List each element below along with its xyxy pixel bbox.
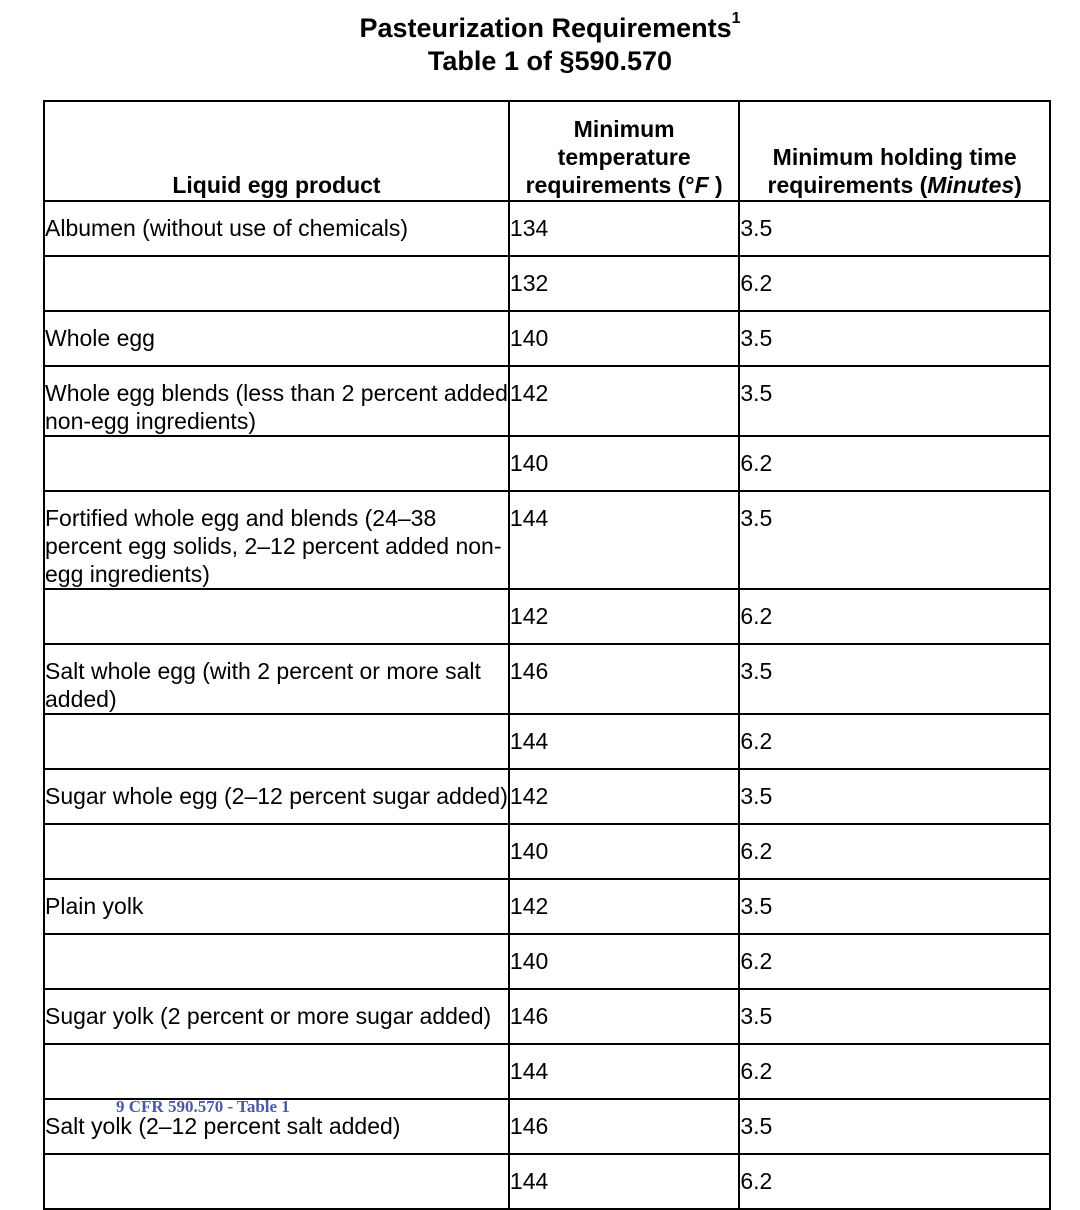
- cell-holding-time: 6.2: [739, 256, 1050, 311]
- cell-product: Salt yolk (2–12 percent salt added): [44, 1099, 509, 1154]
- cell-product: Fortified whole egg and blends (24–38 percent egg solids, 2–12 percent added non-egg ingredients): [44, 491, 509, 589]
- table-row: [44, 256, 1050, 311]
- cell-temperature: 144: [509, 1154, 739, 1209]
- cell-temperature: 142: [509, 769, 739, 824]
- cell-temperature: 146: [509, 644, 739, 714]
- table-body: [44, 201, 1050, 1209]
- cell-holding-time: 6.2: [739, 934, 1050, 989]
- cell-holding-time: 6.2: [739, 1154, 1050, 1209]
- cell-product: Sugar yolk (2 percent or more sugar added): [44, 989, 509, 1044]
- cell-product: Whole egg blends (less than 2 percent added non-egg ingredients): [44, 366, 509, 436]
- table-row: [44, 491, 1050, 589]
- table-row: [44, 934, 1050, 989]
- header-holding-time: Minimum holding time requirements (Minutes): [739, 101, 1050, 201]
- cell-temperature: 142: [509, 366, 739, 436]
- cell-holding-time: 3.5: [739, 1099, 1050, 1154]
- cell-temperature: 142: [509, 589, 739, 644]
- table-row: [44, 644, 1050, 714]
- table-header-row: [44, 101, 1050, 201]
- cell-product: [44, 824, 509, 879]
- cell-product: Whole egg: [44, 311, 509, 366]
- cell-product: [44, 1044, 509, 1099]
- table-row: [44, 989, 1050, 1044]
- cell-holding-time: 3.5: [739, 644, 1050, 714]
- cell-temperature: 140: [509, 311, 739, 366]
- cell-holding-time: 6.2: [739, 824, 1050, 879]
- table-row: [44, 714, 1050, 769]
- cell-temperature: 144: [509, 491, 739, 589]
- cell-temperature: 146: [509, 1099, 739, 1154]
- header-product: Liquid egg product: [44, 101, 509, 201]
- table-row: [44, 769, 1050, 824]
- cell-product: [44, 256, 509, 311]
- cell-holding-time: 3.5: [739, 366, 1050, 436]
- header-temperature: Minimum temperature requirements (°F ): [509, 101, 739, 201]
- cell-temperature: 144: [509, 1044, 739, 1099]
- pasteurization-table: [43, 100, 1051, 1210]
- cell-product: Sugar whole egg (2–12 percent sugar added): [44, 769, 509, 824]
- cell-temperature: 140: [509, 436, 739, 491]
- cell-product: Plain yolk: [44, 879, 509, 934]
- cell-temperature: 134: [509, 201, 739, 256]
- cell-holding-time: 3.5: [739, 491, 1050, 589]
- cell-product: [44, 436, 509, 491]
- cell-temperature: 144: [509, 714, 739, 769]
- cell-temperature: 140: [509, 824, 739, 879]
- table-row: [44, 436, 1050, 491]
- cell-product: [44, 934, 509, 989]
- title-line-2: Table 1 of §590.570: [427, 46, 673, 76]
- table-row: [44, 1154, 1050, 1209]
- table-row: [44, 366, 1050, 436]
- cell-temperature: 140: [509, 934, 739, 989]
- table-row: [44, 879, 1050, 934]
- cell-holding-time: 6.2: [739, 1044, 1050, 1099]
- table-row: [44, 824, 1050, 879]
- cell-holding-time: 6.2: [739, 714, 1050, 769]
- cell-temperature: 132: [509, 256, 739, 311]
- cell-product: [44, 589, 509, 644]
- title-line-1: Pasteurization Requirements$^1$: [359, 10, 741, 43]
- table-row: [44, 311, 1050, 366]
- table-row: [44, 1044, 1050, 1099]
- cell-temperature: 142: [509, 879, 739, 934]
- page-title: [0, 6, 1080, 78]
- cell-holding-time: 3.5: [739, 201, 1050, 256]
- footnote-marker: 1: [731, 10, 741, 27]
- cell-holding-time: 3.5: [739, 769, 1050, 824]
- cell-holding-time: 6.2: [739, 589, 1050, 644]
- cell-product: [44, 714, 509, 769]
- table-row: [44, 201, 1050, 256]
- table-row: [44, 589, 1050, 644]
- cell-product: [44, 1154, 509, 1209]
- cell-holding-time: 3.5: [739, 989, 1050, 1044]
- source-citation: 9 CFR 590.570 - Table 1: [116, 1097, 290, 1116]
- cell-holding-time: 3.5: [739, 879, 1050, 934]
- cell-product: Albumen (without use of chemicals): [44, 201, 509, 256]
- cell-temperature: 146: [509, 989, 739, 1044]
- cell-holding-time: 3.5: [739, 311, 1050, 366]
- cell-holding-time: 6.2: [739, 436, 1050, 491]
- cell-product: Salt whole egg (with 2 percent or more salt added): [44, 644, 509, 714]
